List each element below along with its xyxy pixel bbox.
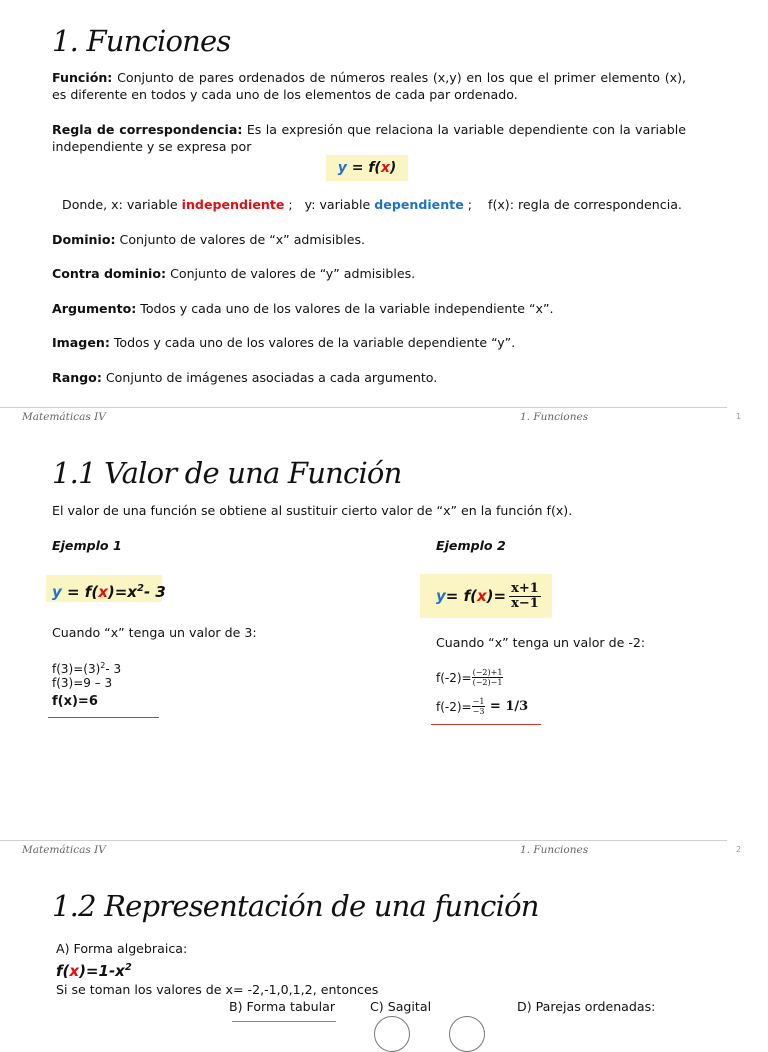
term-funcion: Función: — [52, 70, 113, 85]
label-dependiente: dependiente — [374, 197, 464, 212]
parejas-ordenadas-label: D) Parejas ordenadas: — [517, 999, 656, 1014]
definition-regla — [52, 121, 686, 155]
text-regla: Es la expresión que relaciona la variable dependiente con la variable independiente y se expresa por — [52, 122, 686, 154]
ej1-mid: = f( — [61, 583, 99, 601]
text-imagen: Todos y cada uno de los valores de la variable dependiente “y”. — [109, 335, 516, 350]
sagital-oval-right — [449, 1016, 485, 1052]
page-number-2: 2 — [736, 845, 742, 854]
ej2-numerator: x+1 — [511, 580, 539, 596]
ej1-x: x — [98, 583, 108, 601]
definition-imagen — [52, 334, 515, 351]
definition-funcion — [52, 69, 686, 103]
ej2-mid: = f( — [445, 587, 477, 605]
ej2-when: Cuando “x” tenga un valor de -2: — [436, 635, 646, 650]
ej1-when: Cuando “x” tenga un valor de 3: — [52, 625, 257, 640]
ej2-step2-den: −3 — [472, 707, 485, 716]
sagital-oval-left — [374, 1016, 410, 1052]
ej2-step2-fraction — [472, 697, 486, 716]
f3-exp: 2 — [124, 962, 132, 973]
ej1-step-2: f(3)=9 – 3 — [52, 676, 113, 690]
term-dominio: Dominio: — [52, 232, 116, 247]
formula-y-fx — [326, 155, 408, 181]
formula-close: ) — [389, 160, 397, 176]
ejemplo-1-formula — [46, 575, 166, 602]
ej2-step1-fraction — [472, 668, 504, 687]
definition-dominio — [52, 231, 365, 248]
ej2-x: x — [476, 587, 487, 605]
ej1-step1a: f(3)=(3) — [52, 662, 101, 676]
ej1-result-underline — [48, 717, 159, 718]
f3-prefix: f( — [56, 962, 70, 980]
ej1-exp: 2 — [136, 583, 144, 594]
ej1-step1b: - 3 — [105, 662, 122, 676]
ej2-fraction — [509, 582, 541, 611]
term-contra-dominio: Contra dominio: — [52, 266, 167, 281]
ej1-result: f(x)=6 — [52, 694, 98, 709]
ej2-step2-result: = 1/3 — [485, 699, 529, 714]
ej2-rest: )= — [486, 587, 507, 605]
text-rango: Conjunto de imágenes asociadas a cada argumento. — [101, 370, 438, 385]
f3-x: x — [69, 962, 80, 980]
ej2-result-underline — [431, 724, 541, 725]
ejemplo-2-formula — [420, 574, 552, 618]
definition-argumento — [52, 300, 554, 317]
ej2-step1-num: (−2)+1 — [472, 668, 503, 677]
ej2-y: y — [436, 587, 446, 605]
page-title-valor: 1.1 Valor de una Función — [52, 456, 402, 490]
page-number-1: 1 — [736, 412, 742, 421]
forma-algebraica-label: A) Forma algebraica: — [56, 941, 188, 956]
ej2-step1-den: (−2)−1 — [472, 678, 503, 687]
footer-divider-1 — [0, 407, 727, 408]
forma-algebraica-formula — [56, 958, 132, 981]
footer-center-1: 1. Funciones — [520, 411, 589, 423]
text-funcion: Conjunto de pares ordenados de números reales (x,y) en los que el primer elemento (x), es diferente en todos y cada uno de los elementos de cada par ordenado. — [52, 70, 686, 102]
definition-rango — [52, 369, 437, 386]
formula-x: x — [380, 160, 390, 176]
term-rango: Rango: — [52, 370, 102, 385]
ej1-step1exp: 2 — [100, 661, 106, 670]
term-regla: Regla de correspondencia: — [52, 122, 243, 137]
ej1-rest: )=x — [107, 583, 137, 601]
ej2-step2-num: −1 — [472, 697, 485, 706]
label-independiente: independiente — [181, 197, 285, 212]
sagital-label: C) Sagital — [370, 999, 432, 1014]
formula-y: y — [337, 160, 347, 176]
ej2-step1: f(-2)= — [436, 670, 472, 685]
ej2-step-2 — [436, 697, 528, 716]
footer-divider-2 — [0, 840, 727, 841]
footer-left-1: Matemáticas IV — [22, 411, 106, 423]
donde-sep2: ; f(x): regla de correspondencia. — [463, 197, 682, 212]
donde-sep1: ; y: variable — [284, 197, 375, 212]
ejemplo-2-label: Ejemplo 2 — [436, 538, 506, 553]
ej1-y: y — [52, 583, 62, 601]
donde-line — [62, 196, 682, 213]
page-title-funciones: 1. Funciones — [52, 24, 231, 58]
ej2-denominator: x−1 — [511, 595, 539, 611]
tabular-table-top-edge — [232, 1021, 336, 1022]
donde-prefix: Donde, x: variable — [62, 197, 182, 212]
si-se-toman-text: Si se toman los valores de x= -2,-1,0,1,2, entonces — [56, 982, 379, 997]
f3-rest: )=1-x — [79, 962, 125, 980]
formula-eq: = f( — [346, 160, 381, 176]
valor-intro: El valor de una función se obtiene al sustituir cierto valor de “x” en la función f(x). — [52, 503, 573, 518]
term-imagen: Imagen: — [52, 335, 110, 350]
ej2-step2: f(-2)= — [436, 699, 472, 714]
term-argumento: Argumento: — [52, 301, 137, 316]
text-contra-dominio: Conjunto de valores de “y” admisibles. — [166, 266, 416, 281]
ej2-step-1 — [436, 668, 503, 687]
text-dominio: Conjunto de valores de “x” admisibles. — [115, 232, 366, 247]
ejemplo-1-label: Ejemplo 1 — [52, 538, 122, 553]
ej1-tail: - 3 — [143, 583, 166, 601]
forma-tabular-label: B) Forma tabular — [229, 999, 336, 1014]
text-argumento: Todos y cada uno de los valores de la variable independiente “x”. — [136, 301, 554, 316]
definition-contra-dominio — [52, 265, 415, 282]
footer-left-2: Matemáticas IV — [22, 844, 106, 856]
page-title-representacion: 1.2 Representación de una función — [52, 889, 539, 923]
footer-center-2: 1. Funciones — [520, 844, 589, 856]
